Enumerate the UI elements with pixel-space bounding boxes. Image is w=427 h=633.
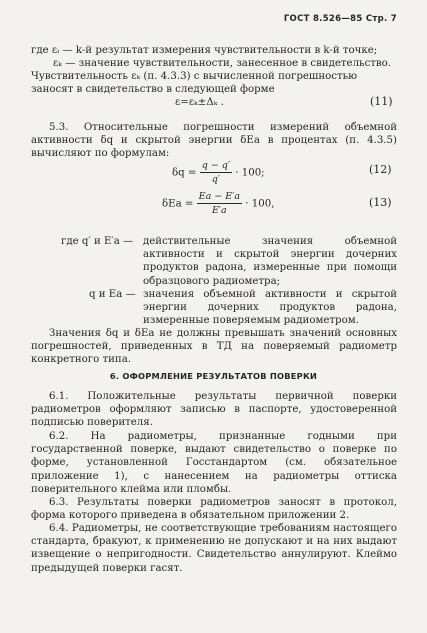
where2-intro: где q′ и E′a —: [61, 236, 134, 247]
paragraph-6-2: 6.2. На радиометры, признанные годными при государственной поверке, выдают свидетельство о поверке по форме, установленной Госстандартом (см. обязательное приложение 1), с нанесением на радиометры оттиска поверительного клейма или пломбы.: [31, 431, 397, 495]
where-line-1: где εᵢ — k-й результат измерения чувствительности в k-й точке;: [31, 45, 378, 56]
eq13-lhs: δEa =: [162, 198, 194, 210]
eq12-rhs: · 100;: [235, 167, 265, 179]
paragraph-5-3: 5.3. Относительные погрешности измерений объемной активности δq и скрытой энергии δEa в процентах (п. 4.3.5) вычисляют по формулам:: [31, 122, 397, 160]
where-line-4: заносят в свидетельство в следующей форме: [31, 84, 275, 95]
where-line-3: Чувствительность εₖ (п. 4.3.3) с вычисленной погрешностью: [31, 71, 358, 82]
eq13-numerator: Ea − E′a: [198, 191, 241, 202]
paragraph-6-4: 6.4. Радиометры, не соответствующие требованиям настоящего стандарта, бракуют, к применению не допускают и на них выдают извещение о непригодности. Свидетельство аннулируют. Клеймо предыдущей поверки гасят.: [31, 523, 397, 574]
equation-13: [162, 191, 274, 216]
equation-12-number: (12): [369, 163, 392, 176]
section-6-title: 6. ОФОРМЛЕНИЕ РЕЗУЛЬТАТОВ ПОВЕРКИ: [109, 371, 318, 381]
where-line-2: εₖ — значение чувствительности, занесенное в свидетельство.: [53, 58, 392, 69]
equation-12: [172, 160, 265, 185]
where2-definition-1: действительные значения объемной активности и скрытой энергии дочерних продуктов радона, измеренные при помощи образцового радиометра;: [143, 236, 397, 287]
paragraph-6-3: 6.3. Результаты поверки радиометров заносят в протокол, форма которого приведена в обязательном приложении 2.: [31, 497, 397, 522]
eq13-denominator: E′a: [211, 205, 227, 216]
where2-definition-2: значения объемной активности и скрытой энергии дочерних продуктов радона, измеренные поверяемым радиометром.: [143, 289, 397, 327]
equation-13-number: (13): [369, 196, 392, 209]
page-header: ГОСТ 8.526—85 Стр. 7: [283, 14, 397, 24]
eq12-numerator: q − q′: [201, 160, 231, 171]
eq12-lhs: δq =: [172, 167, 197, 179]
eq12-fraction: [200, 160, 232, 185]
paragraph-6-1: 6.1. Положительные результаты первичной поверки радиометров оформляют записью в паспорте, удостоверенной подписью поверителя.: [31, 391, 397, 429]
paragraph-errors: Значения δq и δEa не должны превышать значений основных погрешностей, приведенных в ТД на поверяемый радиометр конкретного типа.: [31, 328, 397, 366]
where2-intro-2: q и Ea —: [89, 289, 136, 300]
equation-11-number: (11): [370, 95, 393, 108]
eq12-denominator: q′: [211, 174, 220, 185]
equation-11: ε=εₖ±Δₖ .: [175, 97, 224, 108]
eq13-rhs: · 100,: [245, 198, 275, 210]
eq13-fraction: [197, 191, 242, 216]
